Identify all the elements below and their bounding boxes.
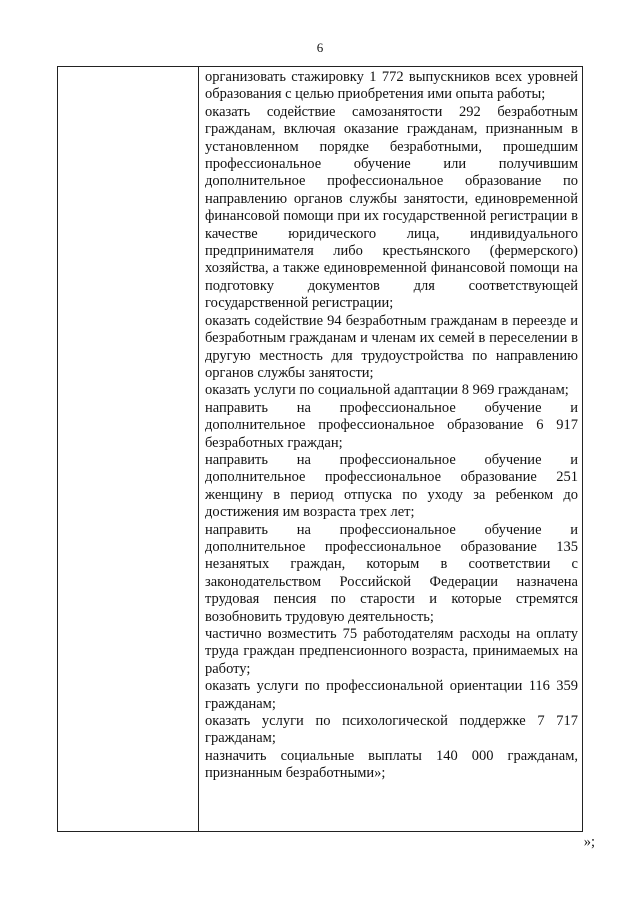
paragraph: оказать услуги по психологической поддержке 7 717 гражданам;: [205, 713, 578, 747]
paragraph: оказать содействие самозанятости 292 безработным гражданам, включая оказание гражданам, признанным в установленном порядке безработными, прошедшим профессиональное обучение или получившим дополнительное профессиональное образование по направлению органов службы занятости, единовременной финансовой помощи при их государственной регистрации в качестве юридического лица, индивидуального предпринимателя либо крестьянского (фермерского) хозяйства, а также единовременной финансовой помощи на подготовку документов для соответствующей государственной регистрации;: [205, 103, 578, 312]
page-number: 6: [316, 40, 324, 55]
table-right-column: [199, 67, 582, 831]
closing-quote-mark: »;: [583, 834, 595, 850]
paragraph: организовать стажировку 1 772 выпускников всех уровней образования с целью приобретения ими опыта работы;: [205, 69, 578, 103]
paragraph: оказать услуги по социальной адаптации 8 969 гражданам;: [205, 382, 569, 399]
paragraph: направить на профессиональное обучение и дополнительное профессиональное образование 135 незанятых граждан, которым в соответствии с законодательством Российской Федерации назначена трудовая пенсия по старости и которые стремятся возобновить трудовую деятельность;: [205, 521, 578, 625]
paragraph: направить на профессиональное обучение и дополнительное профессиональное образование 6 917 безработных граждан;: [205, 399, 578, 451]
document-table: [57, 66, 583, 832]
table-left-column: [58, 67, 199, 831]
paragraph: назначить социальные выплаты 140 000 гражданам, признанным безработными»;: [205, 747, 578, 782]
paragraph: оказать услуги по профессиональной ориентации 116 359 гражданам;: [205, 678, 578, 712]
paragraph: направить на профессиональное обучение и дополнительное профессиональное образование 251 женщину в период отпуска по уходу за ребенком до достижения им возраста трех лет;: [205, 451, 578, 521]
paragraph: частично возместить 75 работодателям расходы на оплату труда граждан предпенсионного возраста, принимаемых на работу;: [205, 626, 578, 677]
paragraph: оказать содействие 94 безработным гражданам в переезде и безработным гражданам и членам их семей в переселении в другую местность для трудоустройства по направлению органов службы занятости;: [205, 312, 578, 381]
